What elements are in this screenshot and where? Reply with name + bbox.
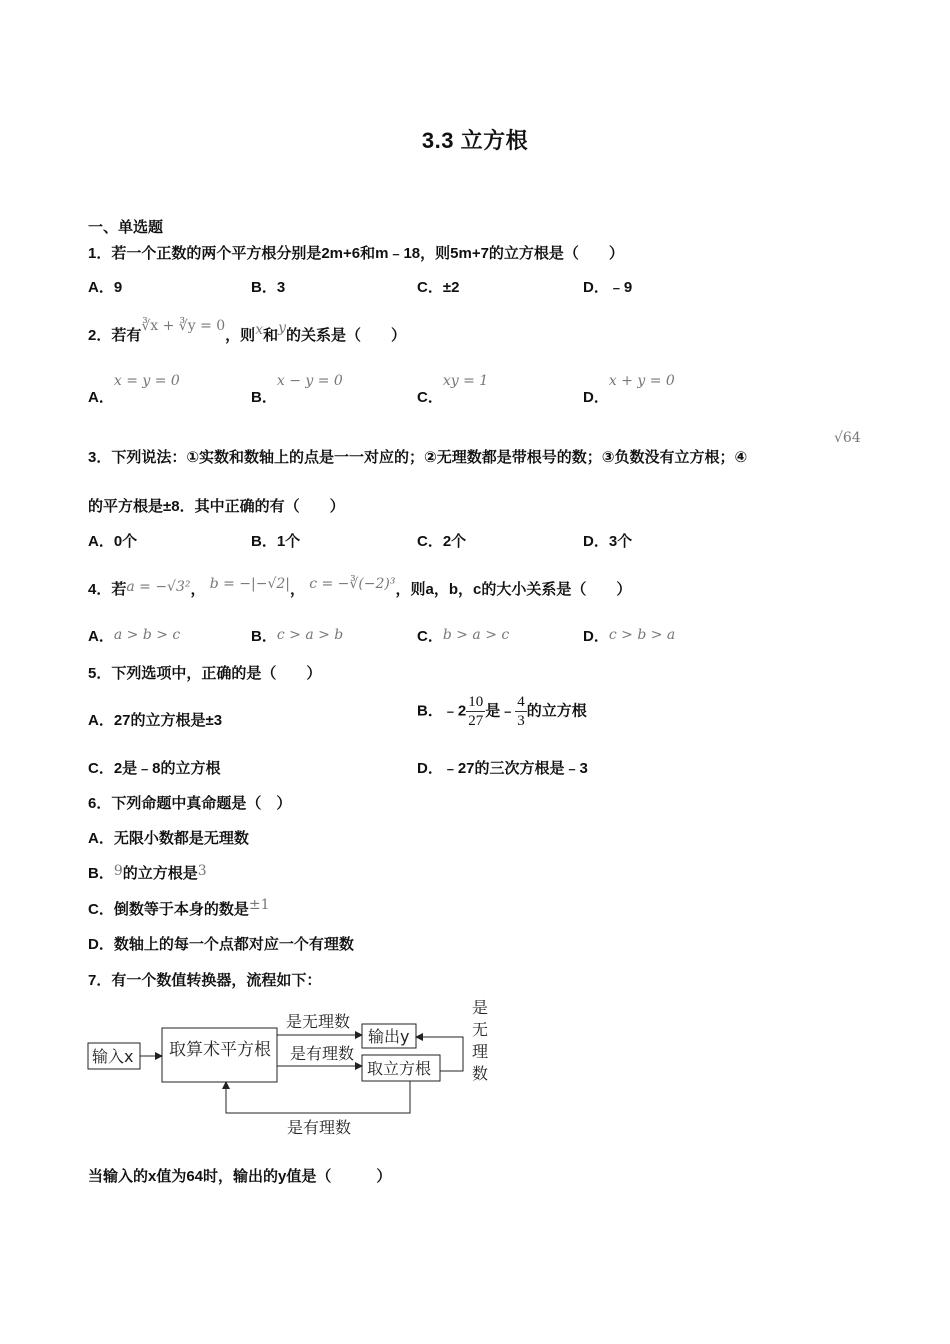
q1-option-a[interactable]: A．9 <box>88 279 123 296</box>
q4-option-c[interactable] <box>417 625 509 646</box>
flow-sqrt-label: 取算术平方根 <box>169 1040 271 1060</box>
flow-irrational-label: 是无理数 <box>286 1012 351 1031</box>
q4-expr-c: c = −∛(−2)³ <box>309 576 396 592</box>
q2-mid: ，则 <box>225 327 256 344</box>
q3-option-c[interactable]: C．2个 <box>417 533 467 550</box>
q5-option-b[interactable] <box>417 693 587 730</box>
q2-option-d[interactable] <box>583 369 675 406</box>
flow-right-char-4: 数 <box>472 1064 489 1083</box>
q5-option-d[interactable]: D．﹣27的三次方根是﹣3 <box>417 760 588 777</box>
q2-option-a[interactable] <box>88 369 180 406</box>
q6-b-three: 3 <box>197 863 207 879</box>
q2-d-label: D． <box>583 389 609 406</box>
flow-right-char-1: 是 <box>472 998 489 1017</box>
q6-b-mid: 的立方根是 <box>122 865 198 882</box>
q2-suffix: 的关系是（ ） <box>286 327 407 344</box>
q5-b-fraction2 <box>515 693 527 730</box>
q4-a-math: a > b > c <box>113 627 181 643</box>
page-title: 3.3 立方根 <box>421 128 529 153</box>
q6-b-pre: B． <box>88 865 114 882</box>
q4-stem <box>88 578 631 599</box>
q4-b-label: B． <box>251 628 277 645</box>
q6-c-pre: C．倒数等于本身的数是 <box>88 901 249 918</box>
q2-c-label: C． <box>417 389 443 406</box>
q5-b-numerator: 10 <box>468 694 484 710</box>
q2-c-math: xy = 1 <box>442 373 489 389</box>
section-heading: 一、单选题 <box>88 219 164 236</box>
q4-suffix: ，则a，b，c的大小关系是（ ） <box>395 581 632 598</box>
q6-stem: 6．下列命题中真命题是（ ） <box>88 795 292 812</box>
q3-stem-line1: 3．下列说法：①实数和数轴上的点是一一对应的；②无理数都是带根号的数；③负数没有立方根；④ <box>88 449 748 466</box>
q6-option-d[interactable]: D．数轴上的每一个点都对应一个有理数 <box>88 936 354 953</box>
flow-cbrt-label: 取立方根 <box>367 1059 432 1078</box>
q1-option-b[interactable]: B．3 <box>251 279 286 296</box>
q4-option-d[interactable] <box>583 625 675 646</box>
q4-a-label: A． <box>88 628 114 645</box>
q4-d-math: c > b > a <box>608 627 676 643</box>
flow-right-char-2: 无 <box>472 1020 489 1039</box>
q5-b-pre: B．﹣2 <box>417 702 467 720</box>
flow-input-label: 输入x <box>92 1047 134 1066</box>
q4-c-label: C． <box>417 628 443 645</box>
q5-b-denominator: 27 <box>468 713 484 729</box>
q5-b-numerator2: 4 <box>517 694 525 710</box>
q3-option-a[interactable]: A．0个 <box>88 533 138 550</box>
q2-b-math: x − y = 0 <box>276 373 343 389</box>
q5-b-mid: 是﹣ <box>485 702 516 720</box>
q2-d-math: x + y = 0 <box>608 373 675 389</box>
q4-option-a[interactable] <box>88 625 180 646</box>
flow-rational-label: 是有理数 <box>290 1044 355 1063</box>
q6-option-b[interactable] <box>88 862 207 883</box>
q7-flowchart <box>80 995 500 1145</box>
flow-bottom-label: 是有理数 <box>287 1118 352 1137</box>
q2-equation: ∛x + ∛y = 0 <box>141 318 226 334</box>
q6-c-pm1: ±1 <box>248 897 270 913</box>
q4-c-math: b > a > c <box>442 627 510 643</box>
q4-option-b[interactable] <box>251 625 343 646</box>
flow-output-label: 输出y <box>368 1027 410 1046</box>
flow-right-label <box>472 998 493 1083</box>
q1-stem: 1．若一个正数的两个平方根分别是2m+6和m﹣18，则5m+7的立方根是（ ） <box>88 245 624 262</box>
q2-option-c[interactable] <box>417 369 489 406</box>
q2-prefix: 2．若有 <box>88 327 142 344</box>
q2-var-x: x <box>255 322 264 338</box>
q6-option-c[interactable] <box>88 898 269 919</box>
q4-d-label: D． <box>583 628 609 645</box>
q5-option-c[interactable]: C．2是﹣8的立方根 <box>88 760 221 777</box>
q2-a-math: x = y = 0 <box>113 373 180 389</box>
q5-stem: 5．下列选项中，正确的是（ ） <box>88 665 322 682</box>
q2-stem <box>88 318 407 345</box>
q3-option-d[interactable]: D．3个 <box>583 533 633 550</box>
q5-b-denominator2: 3 <box>517 713 525 729</box>
q2-var-y: y <box>278 320 287 336</box>
q4-expr-b: b = −|−√2| <box>209 576 291 592</box>
q6-option-a[interactable]: A．无限小数都是无理数 <box>88 830 249 847</box>
q4-b-math: c > a > b <box>276 627 344 643</box>
q5-option-a[interactable]: A．27的立方根是±3 <box>88 712 223 729</box>
q1-option-c[interactable]: C．±2 <box>417 279 460 296</box>
q7-question: 当输入的x值为64时，输出的y值是（ ） <box>88 1168 392 1185</box>
q2-option-b[interactable] <box>251 369 343 406</box>
q2-a-label: A． <box>88 389 114 406</box>
q4-expr-a: a = −√3² <box>126 579 191 595</box>
flow-right-char-3: 理 <box>472 1042 489 1061</box>
q2-and: 和 <box>263 327 279 344</box>
flow-arrow-loop-bottom <box>226 1081 410 1113</box>
q3-stem-line2: 的平方根是±8．其中正确的有（ ） <box>88 498 345 515</box>
q4-sep1: ， <box>190 581 206 598</box>
q2-b-label: B． <box>251 389 277 406</box>
q5-b-post: 的立方根 <box>526 702 587 720</box>
q7-stem: 7．有一个数值转换器，流程如下： <box>88 972 322 989</box>
q4-sep2: ， <box>290 581 306 598</box>
q4-prefix: 4．若 <box>88 581 127 598</box>
q3-option-b[interactable]: B．1个 <box>251 533 301 550</box>
q1-option-d[interactable]: D．﹣9 <box>583 279 633 296</box>
q6-b-nine: 9 <box>113 863 123 879</box>
q3-sqrt64: √64 <box>834 430 861 446</box>
q5-b-fraction <box>466 693 485 730</box>
